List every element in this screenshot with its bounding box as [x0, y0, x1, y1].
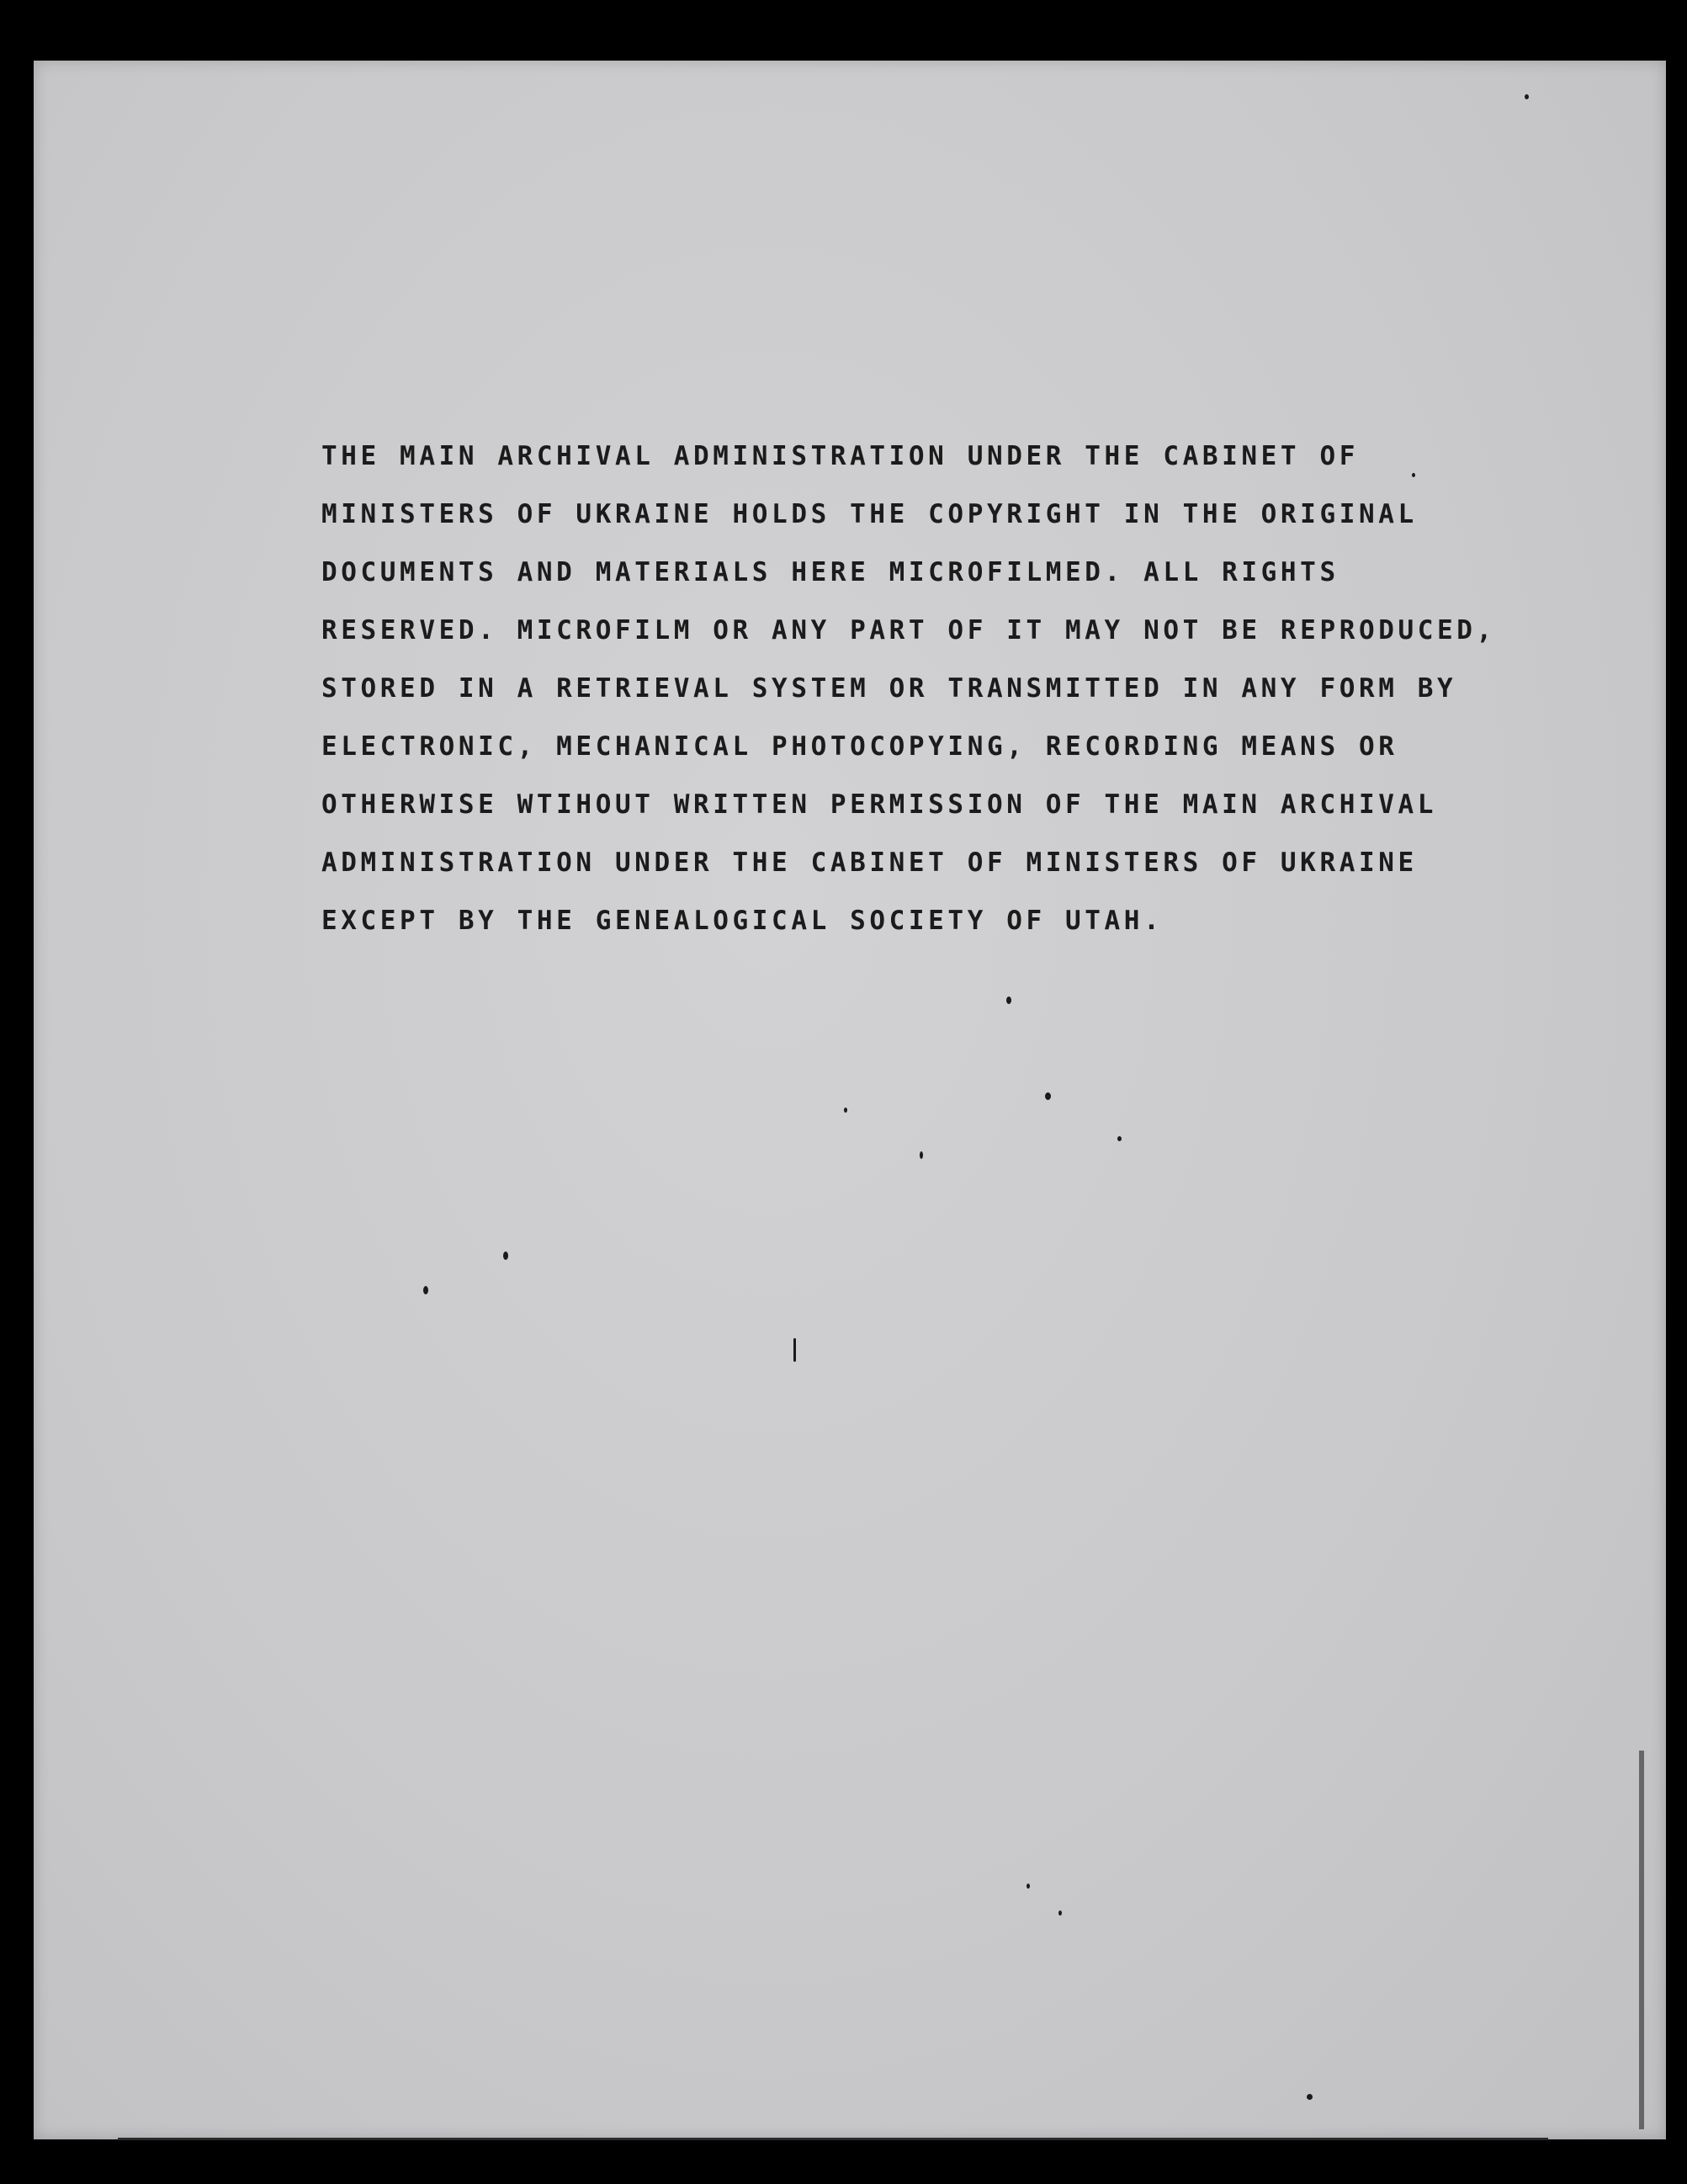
dust-speck	[1027, 1884, 1030, 1889]
dust-speck	[1006, 996, 1011, 1004]
dust-speck	[1045, 1092, 1051, 1100]
microfilm-page	[34, 61, 1666, 2139]
notice-line-8: ADMINISTRATION UNDER THE CABINET OF MINISTERS OF UKRAINE	[321, 848, 1418, 878]
notice-line-7: OTHERWISE WTIHOUT WRITTEN PERMISSION OF THE MAIN ARCHIVAL	[321, 789, 1438, 820]
notice-line-9: EXCEPT BY THE GENEALOGICAL SOCIETY OF UTAH.	[321, 906, 1164, 936]
dust-speck	[503, 1251, 508, 1260]
dust-speck	[1412, 473, 1415, 477]
dust-speck	[1117, 1136, 1122, 1141]
dust-speck	[920, 1151, 923, 1159]
page-edge-shadow	[1639, 1751, 1644, 2129]
dust-speck	[793, 1338, 796, 1362]
dust-speck	[423, 1286, 428, 1294]
notice-line-6: ELECTRONIC, MECHANICAL PHOTOCOPYING, RECORDING MEANS OR	[321, 731, 1398, 762]
notice-line-2: MINISTERS OF UKRAINE HOLDS THE COPYRIGHT IN THE ORIGINAL	[321, 499, 1418, 529]
dust-speck	[1525, 94, 1529, 99]
bottom-edge-line	[118, 2138, 1548, 2140]
notice-line-3: DOCUMENTS AND MATERIALS HERE MICROFILMED. ALL RIGHTS	[321, 557, 1340, 587]
dust-speck	[844, 1108, 847, 1113]
dust-speck	[1307, 2094, 1313, 2100]
notice-line-4: RESERVED. MICROFILM OR ANY PART OF IT MAY NOT BE REPRODUCED,	[321, 615, 1496, 646]
notice-line-1: THE MAIN ARCHIVAL ADMINISTRATION UNDER THE CABINET OF	[321, 441, 1359, 471]
notice-line-5: STORED IN A RETRIEVAL SYSTEM OR TRANSMITTED IN ANY FORM BY	[321, 673, 1457, 704]
dust-speck	[1058, 1910, 1062, 1916]
copyright-notice	[321, 428, 1634, 950]
